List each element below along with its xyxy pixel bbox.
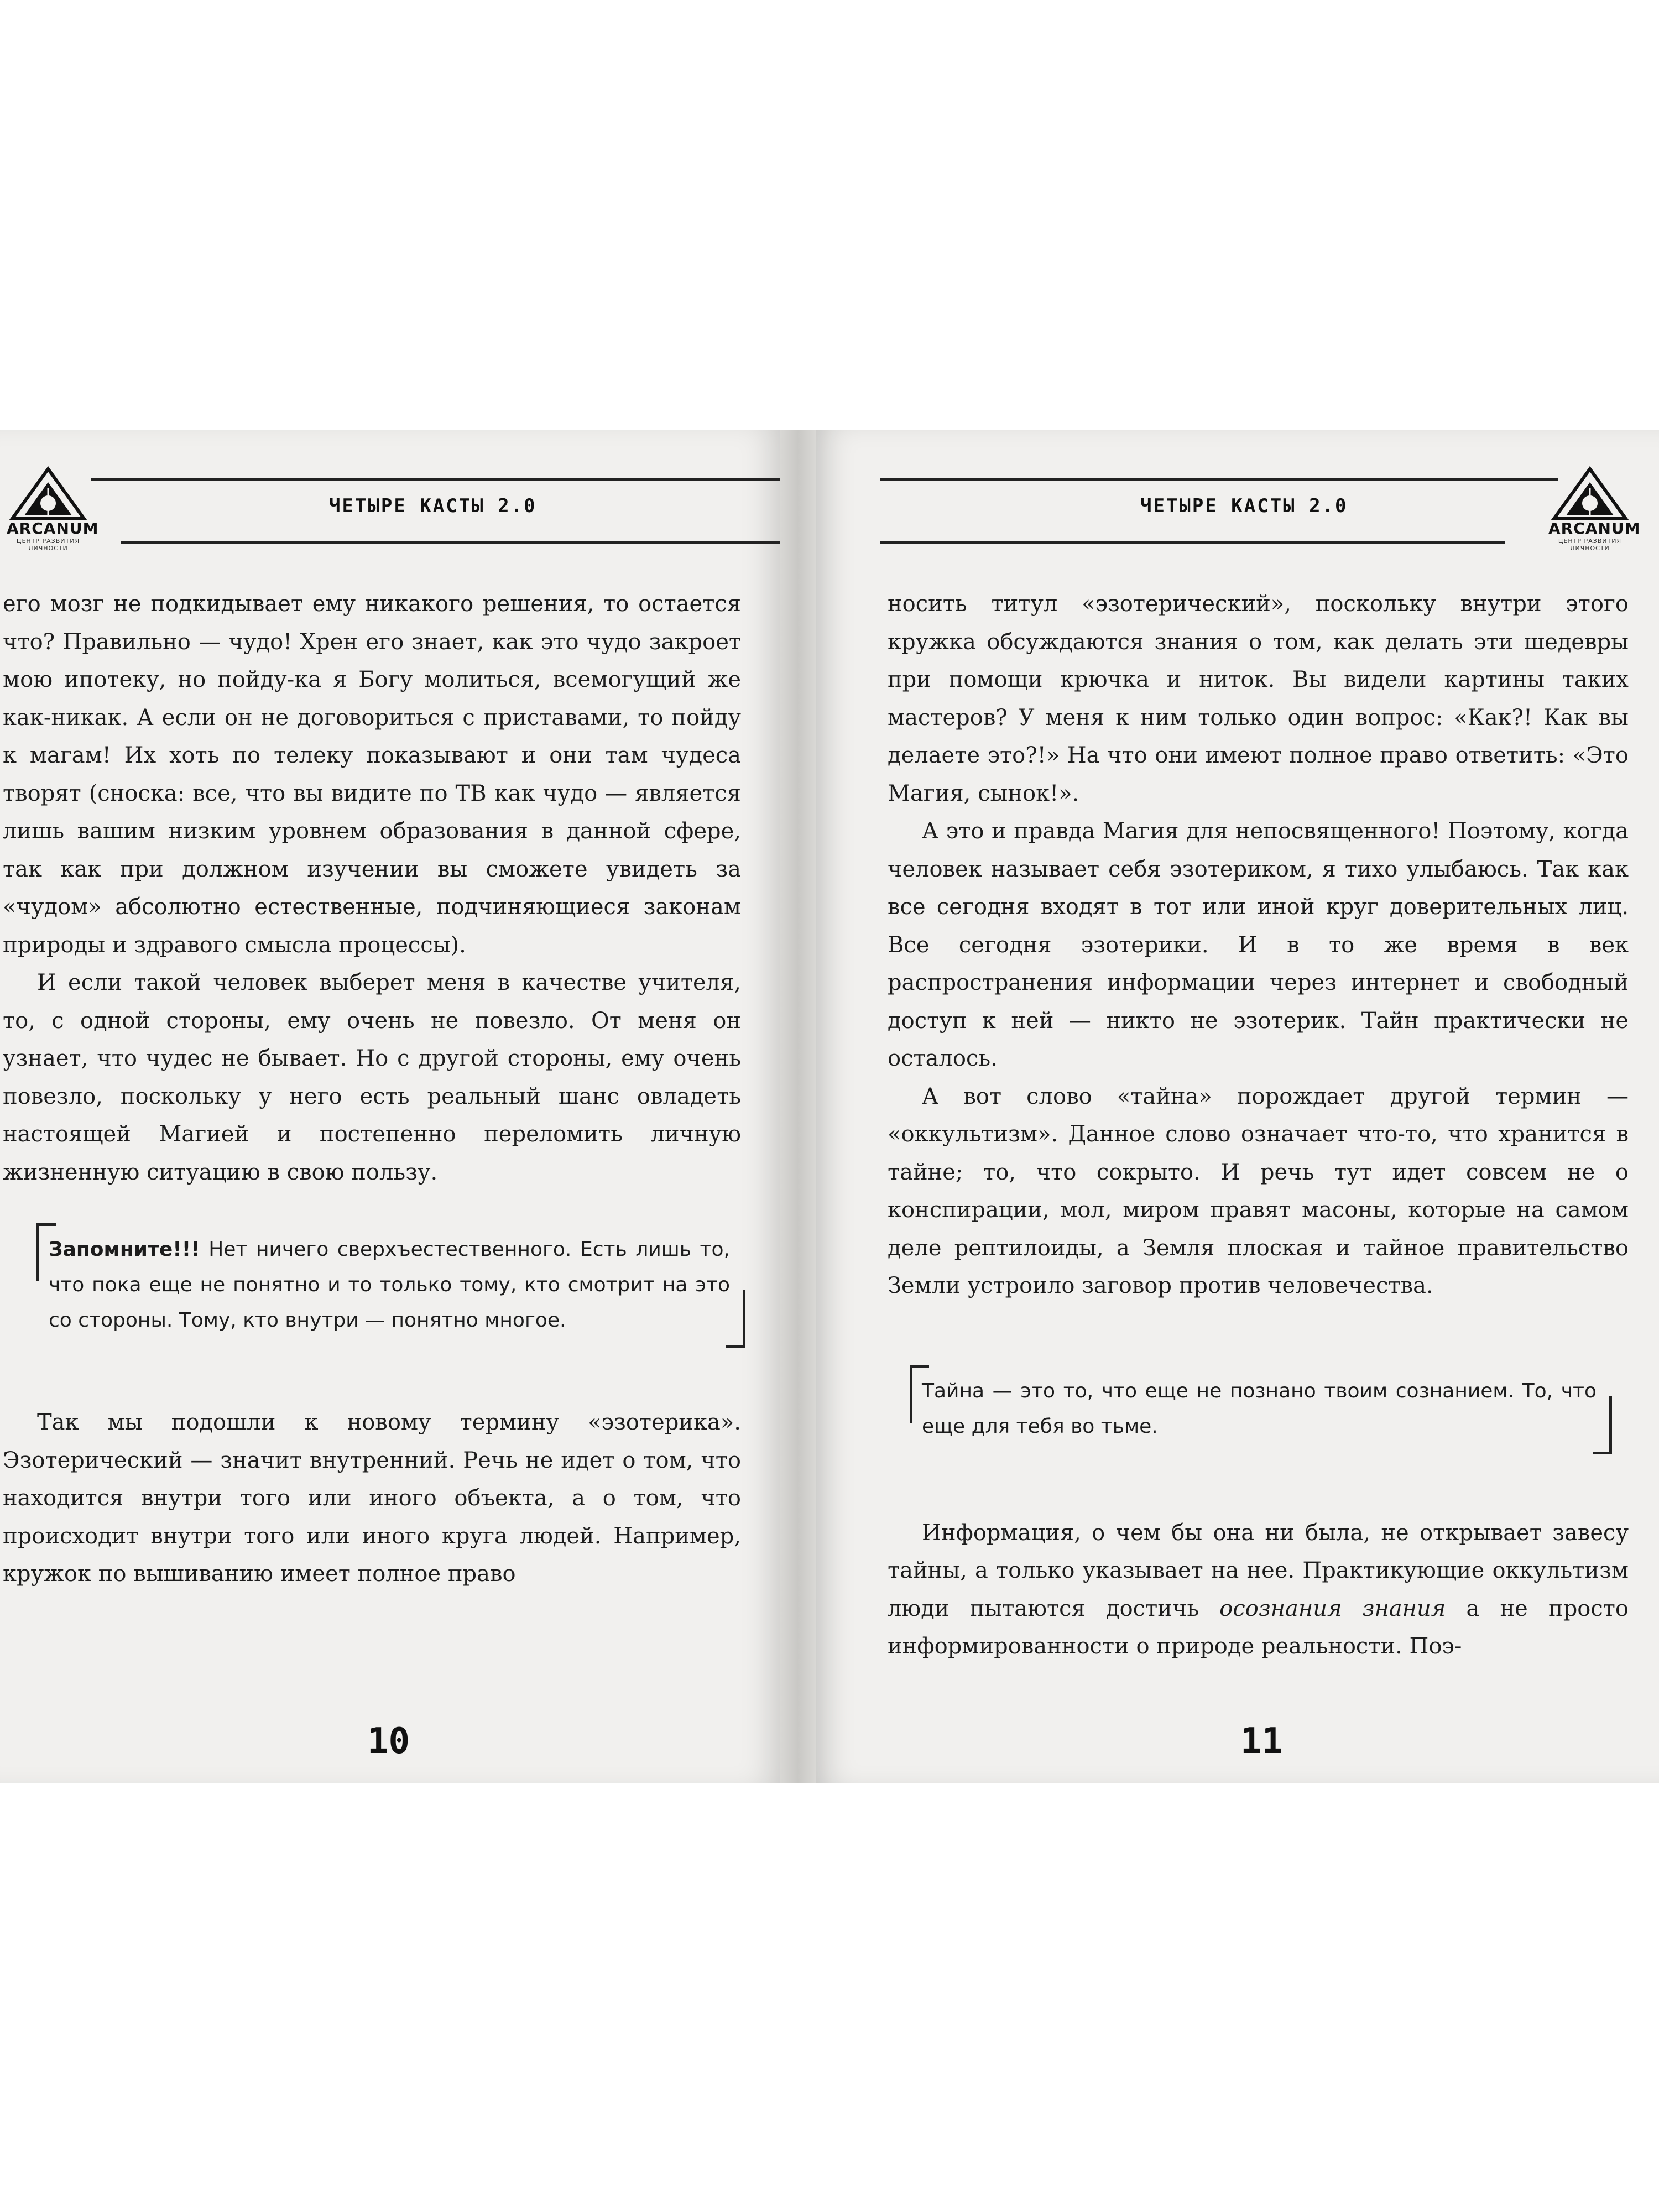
paragraph (888, 1514, 1629, 1666)
paragraph: И если такой человек выберет меня в качестве учителя, то, с одной стороны, ему очень не повезло. От меня он узнает, что чудес не бывает. Но с другой стороны, ему очень повезло, поскольку у него есть реальный шанс овладеть настоящей Магией и постепенно переломить личную жизненную ситуацию в свою пользу. (3, 970, 741, 1185)
secret-callout (922, 1374, 1597, 1444)
callout-bracket-bottom-right (726, 1290, 745, 1348)
paragraph: А это и правда Магия для непосвященного! Поэтому, когда человек называет себя эзотериком, я тихо улыбаюсь. Так как все сегодня входят в тот или иной круг доверительных лиц. Все сегодня эзотерики. И в то же время в век распространения информации через интернет и свободный доступ к ней — никто не эзотерик. Тайн практически не осталось. (888, 818, 1629, 1071)
logo-name: ARCANUM (1548, 519, 1641, 538)
page-number-left: 10 (367, 1721, 410, 1762)
paragraph: А вот слово «тайна» порождает другой термин — «оккультизм». Данное слово означает что-то, что хранится в тайне; то, что сокрыто. И речь тут идет совсем не о конспирации, мол, миром правят масоны, которые на самом деле рептилоиды, а Земля плоская и тайное правительство Земли устроило заговор против человечества. (888, 1083, 1629, 1298)
running-title-right: ЧЕТЫРЕ КАСТЫ 2.0 (1140, 495, 1348, 517)
callout-bracket-bottom-right (1593, 1396, 1612, 1454)
running-title-left: ЧЕТЫРЕ КАСТЫ 2.0 (329, 495, 537, 517)
logo-name: ARCANUM (7, 519, 99, 538)
triangle-emblem-icon (7, 466, 90, 521)
triangle-emblem-icon (1548, 466, 1631, 521)
emphasis-text: осознания знания (1219, 1595, 1446, 1621)
right-body-text (888, 585, 1629, 1666)
paragraph: его мозг не подкидывает ему никакого решения, то остается что? Правильно — чудо! Хрен его знает, как это чудо закроет мою ипотеку, но пойду-ка я Богу молиться, всемогущий же как-никак. А если он не договориться с приставами, то пойду к магам! Их хоть по телеку показывают и они там чудеса творят (сноска: все, что вы видите по ТВ как чудо — является лишь вашим низким уровнем образования в данной сфере, так как при должном изучении вы сможете увидеть за «чудом» абсолютно естественные, подчиняющиеся законам природы и здравого смысла процессы). (3, 591, 741, 958)
header-rule-bottom-left (121, 541, 780, 544)
logo-subtitle: ЦЕНТР РАЗВИТИЯ ЛИЧНОСТИ (16, 538, 80, 552)
header-rule-top-right (880, 478, 1558, 481)
callout-bracket-top-left (910, 1365, 929, 1423)
callout-bracket-top-left (36, 1223, 56, 1281)
callout-text: Нет ничего сверхъестественного. Есть лишь то, что пока еще не понятно и то только тому, кто смотрит на это со стороны. Тому, кто внутри — понятно многое. (49, 1238, 730, 1332)
book-gutter (780, 430, 816, 1783)
remember-callout (49, 1232, 730, 1338)
paragraph-text: а не просто информированности о природе реальности. Поэ- (888, 1595, 1629, 1659)
page-number-right: 11 (1240, 1721, 1284, 1762)
arcanum-logo-left (7, 466, 99, 552)
paragraph: носить титул «эзотерический», поскольку внутри этого кружка обсуждаются знания о том, как делать эти шедевры при помощи крючка и ниток. Вы видели картины таких мастеров? У меня к ним только один вопрос: «Как?! Как вы делаете это?!» На что они имеют полное право ответить: «Это Магия, сынок!». (888, 591, 1629, 806)
paragraph-text: Информация, о чем бы она ни была, не открывает завесу тайны, а только указывает на нее. Практикующие оккультизм люди пытаются достичь (888, 1520, 1629, 1621)
header-rule-bottom-right (880, 541, 1505, 544)
callout-text: Тайна — это то, что еще не познано твоим сознанием. То, что еще для тебя во тьме. (922, 1379, 1597, 1438)
left-body-text (3, 585, 741, 1593)
logo-subtitle: ЦЕНТР РАЗВИТИЯ ЛИЧНОСТИ (1558, 538, 1622, 552)
arcanum-logo-right (1548, 466, 1641, 552)
paragraph: Так мы подошли к новому термину «эзотерика». Эзотерический — значит внутренний. Речь не идет о том, что находится внутри того или иного объекта, а о том, что происходит внутри того или иного круга людей. Например, кружок по вышиванию имеет полное право (3, 1410, 741, 1587)
header-rule-top-left (91, 478, 780, 481)
callout-lead: Запомните!!! (49, 1238, 200, 1261)
